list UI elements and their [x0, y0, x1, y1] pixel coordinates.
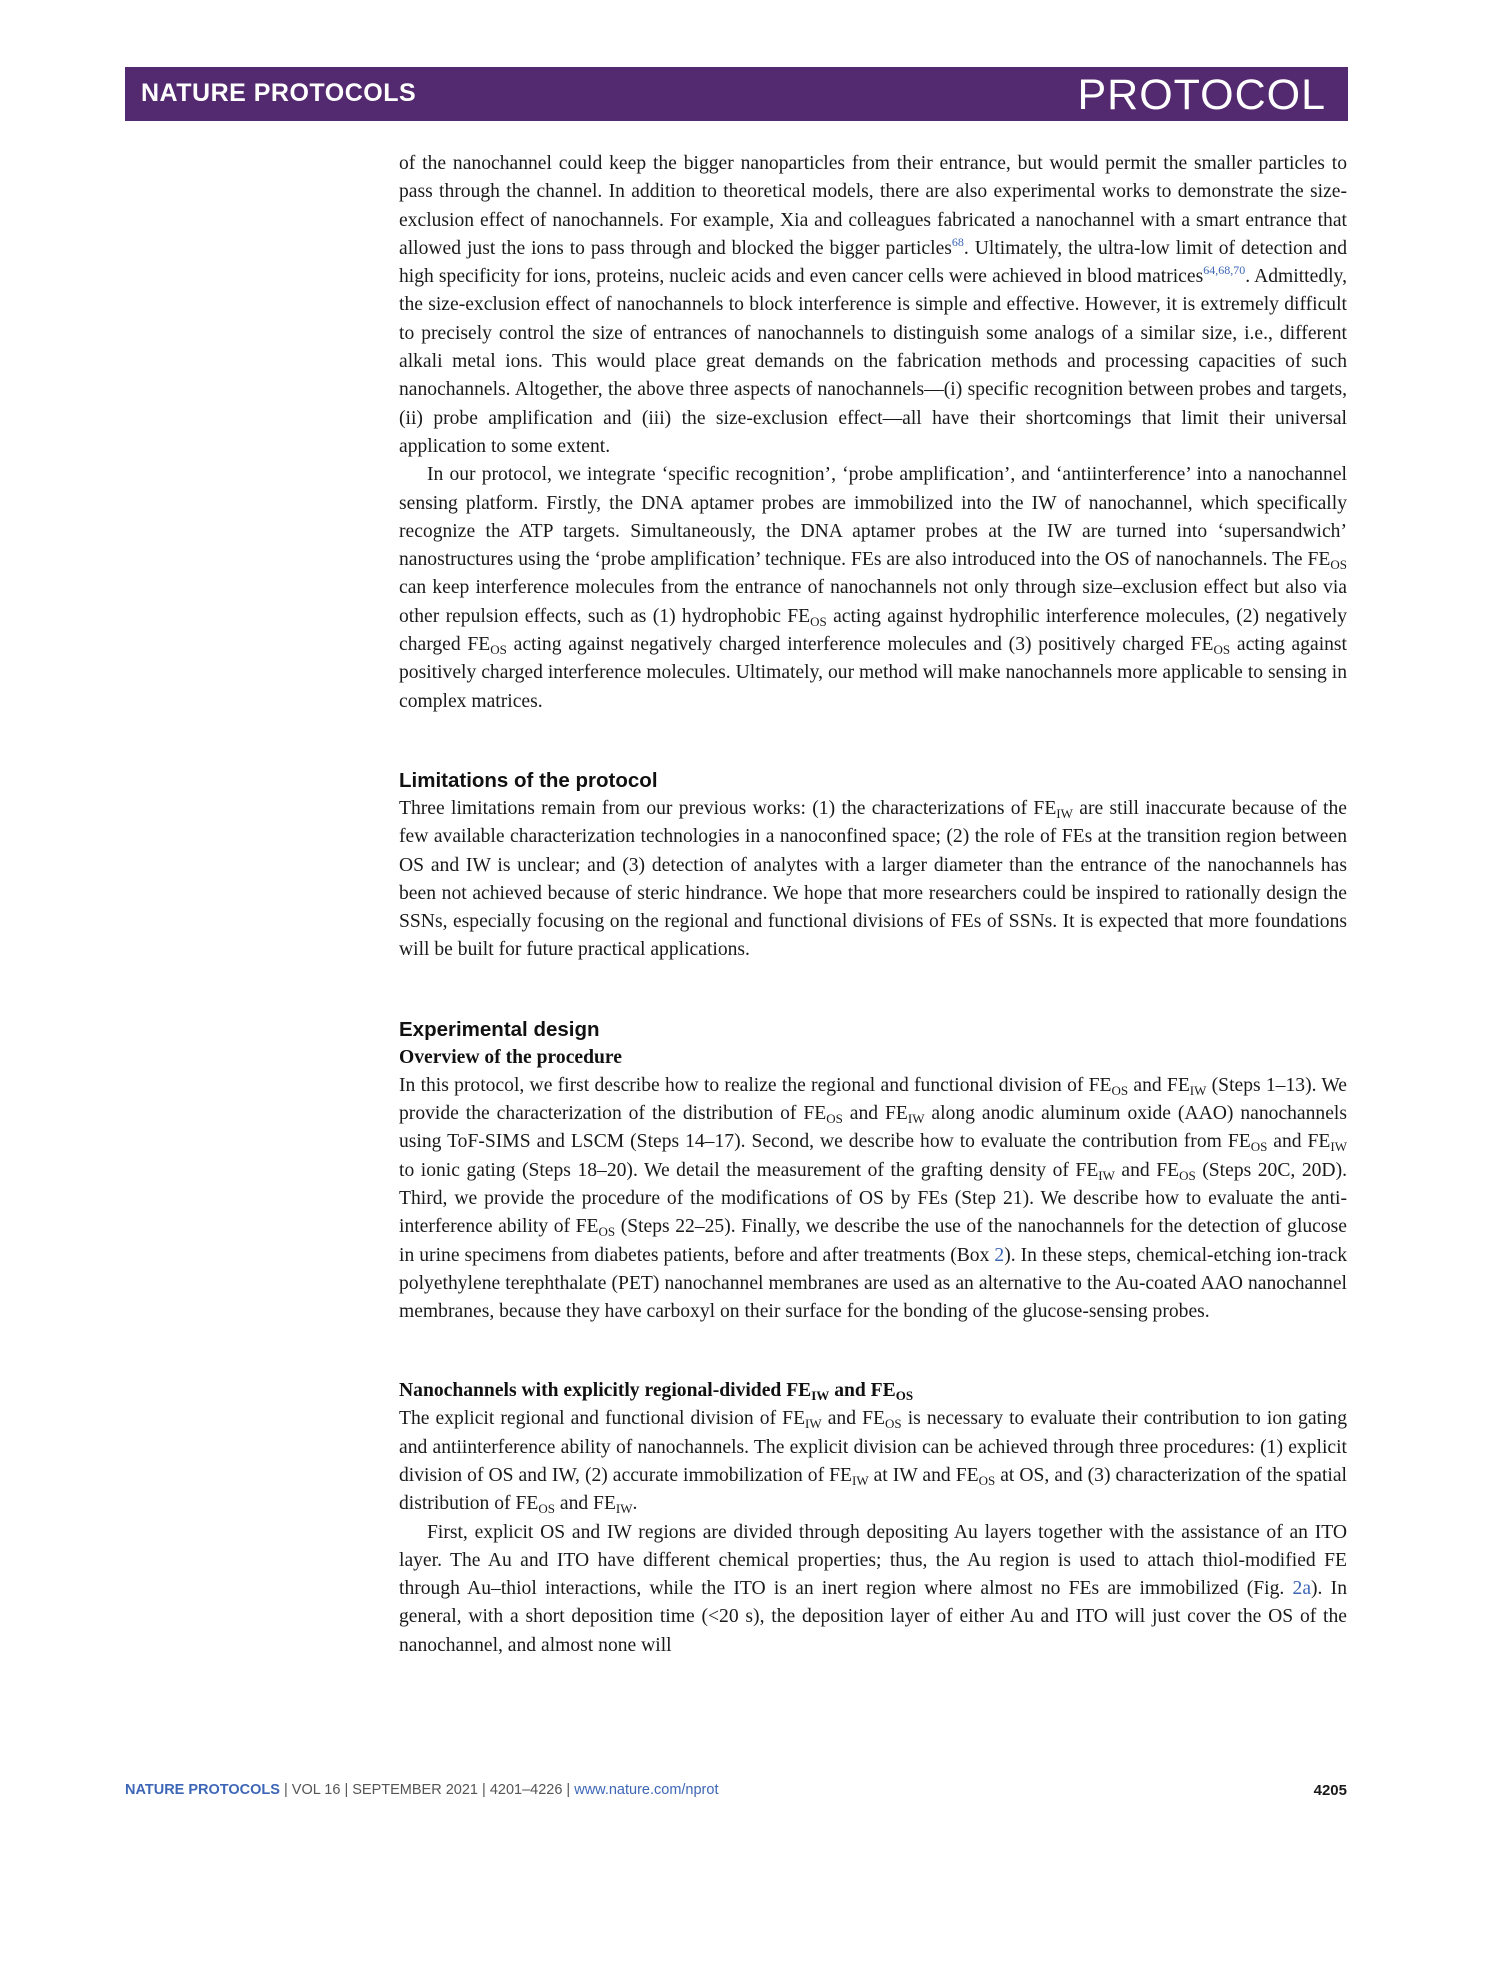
box-link[interactable]: 2	[994, 1244, 1005, 1266]
citation-link[interactable]: 64,68,70	[1203, 263, 1246, 278]
page-number: 4205	[1313, 1782, 1347, 1799]
article-type: PROTOCOL	[1077, 71, 1326, 119]
section-heading-experimental-design: Experimental design	[399, 1017, 600, 1041]
citation-link[interactable]: 68	[951, 234, 964, 249]
journal-name: NATURE PROTOCOLS	[141, 79, 417, 107]
paragraph-overview: In this protocol, we first describe how to realize the regional and functional division of $FE_{OS}$ and $FE_{IW}$ (Steps 1–13). We provide the characterization of the distribution of $FE_{OS}$ and $FE_{IW}$ along anodic aluminum oxide (AAO) nanochannels using ToF-SIMS and LSCM (Steps 14–17). Second, we describe how to evaluate the contribution from $FE_{OS}$ and $FE_{IW}$ to ionic gating (Steps 18–20). We detail the measurement of the grafting density of $FE_{IW}$ and $FE_{OS}$ (Steps 20C, 20D). Third, we provide the procedure of the modifications of OS by FEs (Step 21). We describe how to evaluate the anti-interference ability of $FE_{OS}$ (Steps 22–25). Finally, we describe the use of the nanochannels for the detection of glucose in urine specimens from diabetes patients, before and after treatments (Box 2). In these steps, chemical-etching ion-track polyethylene terephthalate (PET) nanochannel membranes are used as an alternative to the Au-coated AAO nanochannel membranes, because they have carboxyl on their surface for the bonding of the glucose-sensing probes.	[399, 1074, 1348, 1323]
paragraph-limitations: Three limitations remain from our previous works: (1) the characterizations of $FE_{IW}$ are still inaccurate because of the few available characterization technologies in a nanoconfined space; (2) the role of FEs at the transition region between OS and IW is unclear; and (3) detection of analytes with a larger diameter than the entrance of the nanochannels has been not achieved because of steric hindrance. We hope that more researchers could be inspired to rationally design the SSNs, especially focusing on the regional and functional divisions of FEs of SSNs. It is expected that more foundations will be built for future practical applications.	[399, 797, 1347, 961]
subsection-heading-nanochannels: Nanochannels with explicitly regional-divided $FE_{IW}$ and $FE_{OS}$	[399, 1380, 914, 1404]
paragraph-size-exclusion: of the nanochannel could keep the bigger nanoparticles from their entrance, but would permit the smaller particles to pass through the channel. In addition to theoretical models, there are also experimental works to demonstrate the size-exclusion effect of nanochannels. For example, Xia and colleagues fabricated a nanochannel with a smart entrance that allowed just the ions to pass through and blocked the bigger particles$^{68}$. Ultimately, the ultra-low limit of detection and high specificity for ions, proteins, nucleic acids and even cancer cells were achieved in blood matrices$^{64,68,70}$. Admittedly, the size-exclusion effect of nanochannels to block interference is simple and effective. However, it is extremely difficult to precisely control the size of entrances of nanochannels to distinguish some analogs of a similar size, i.e., different alkali metal ions. This would place great demands on the fabrication methods and processing capacities of such nanochannels. Altogether, the above three aspects of nanochannels—(i) specific recognition between probes and targets, (ii) probe amplification and (iii) the size-exclusion effect—all have their shortcomings that limit their universal application to some extent.	[399, 153, 1347, 457]
subsection-heading-overview: Overview of the procedure	[399, 1046, 622, 1068]
footer-url-link[interactable]: www.nature.com/nprot	[574, 1782, 719, 1798]
footer-pages: 4201–4226	[489, 1782, 563, 1798]
paragraph-au-ito: First, explicit OS and IW regions are divided through depositing Au layers together with the assistance of an ITO layer. The Au and ITO have different chemical properties; thus, the Au region is used to attach thiol-modified FE through Au–thiol interactions, while the ITO is an inert region where almost no FEs are immobilized (Fig. 2a). In general, with a short deposition time (<20 s), the deposition layer of either Au and ITO will just cover the OS of the nanochannel, and almost none will	[399, 1521, 1347, 1656]
figure-link[interactable]: 2a	[1292, 1578, 1312, 1600]
journal-banner	[125, 67, 1348, 121]
paragraph-explicit-division: The explicit regional and functional division of $FE_{IW}$ and $FE_{OS}$ is necessary to evaluate their contribution to ion gating and antiinterference ability of nanochannels. The explicit division can be achieved through three procedures: (1) explicit division of OS and IW, (2) accurate immobilization of $FE_{IW}$ at IW and $FE_{OS}$ at OS, and (3) characterization of the spatial distribution of $FE_{OS}$ and $FE_{IW}$.	[399, 1408, 1348, 1517]
main-column	[399, 150, 1347, 1660]
footer-journal: NATURE PROTOCOLS	[125, 1782, 280, 1798]
page-footer: NATURE PROTOCOLS | VOL 16 | SEPTEMBER 2021 | 4201–4226 | www.nature.com/nprot 4205	[125, 1782, 1347, 1799]
footer-date: SEPTEMBER 2021	[352, 1782, 478, 1798]
footer-volume: VOL 16	[291, 1782, 341, 1798]
paragraph-our-protocol: In our protocol, we integrate ‘specific recognition’, ‘probe amplification’, and ‘antiinterference’ into a nanochannel sensing platform. Firstly, the DNA aptamer probes are immobilized into the IW of nanochannel, which specifically recognize the ATP targets. Simultaneously, the DNA aptamer probes at the IW are turned into ‘supersandwich’ nanostructures using the ‘probe amplification’ technique. FEs are also introduced into the OS of nanochannels. The $FE_{OS}$ can keep interference molecules from the entrance of nanochannels not only through size–exclusion effect but also via other repulsion effects, such as (1) hydrophobic $FE_{OS}$ acting against hydrophilic interference molecules, (2) negatively charged $FE_{OS}$ acting against negatively charged interference molecules and (3) positively charged $FE_{OS}$ acting against positively charged interference molecules. Ultimately, our method will make nanochannels more applicable to sensing in complex matrices.	[399, 464, 1348, 712]
section-heading-limitations: Limitations of the protocol	[399, 768, 658, 792]
